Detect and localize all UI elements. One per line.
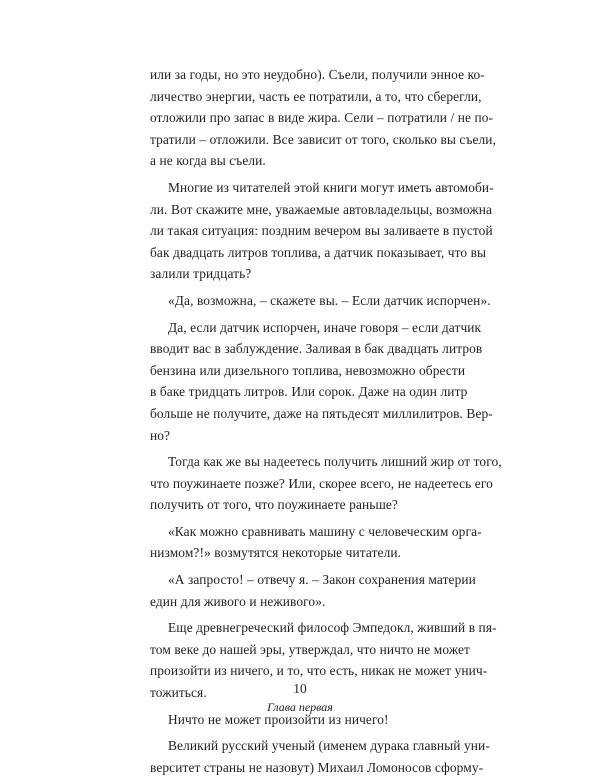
text-line: произойти из ничего, и то, что есть, никак не может унич- xyxy=(150,663,488,679)
text-line: но? xyxy=(150,427,171,443)
page-number: 10 xyxy=(293,681,307,696)
paragraph xyxy=(150,735,490,778)
text-line: что поужинаете позже? Или, скорее всего, не надеетесь его xyxy=(150,475,493,491)
paragraph xyxy=(150,290,491,312)
text-line: тратили – отложили. Все зависит от того, сколько вы съели, xyxy=(150,131,497,147)
text-line: получить от того, что поужинаете раньше? xyxy=(150,497,398,513)
text-line: Да, если датчик испорчен, иначе говоря – если датчик xyxy=(168,319,482,335)
text-line: бак двадцать литров топлива, а датчик показывает, что вы xyxy=(150,244,487,260)
text-line: том веке до нашей эры, утверждал, что ничто не может xyxy=(150,641,470,657)
text-line: един для живого и неживого». xyxy=(150,593,326,609)
text-line: Тогда как же вы надеетесь получить лишний жир от того, xyxy=(168,454,502,470)
text-line: «А запросто! – отвечу я. – Закон сохранения материи xyxy=(168,572,476,588)
text-line: больше не получите, даже на пятьдесят миллилитров. Вер- xyxy=(150,405,493,421)
text-line: ли. Вот скажите мне, уважаемые автовладельцы, возможна xyxy=(150,201,493,217)
text-line: или за годы, но это неудобно). Съели, получили энное ко- xyxy=(150,67,485,82)
text-line: бензина или дизельного топлива, невозможно обрести xyxy=(150,362,466,378)
paragraph xyxy=(150,521,482,564)
text-line: залили тридцать? xyxy=(150,266,252,282)
text-line: Ничто не может произойти из ничего! xyxy=(168,711,389,727)
paragraph xyxy=(150,177,494,285)
text-line: верситет страны не назовут) Михаил Ломоносов сформу- xyxy=(150,759,484,775)
text-line: «Как можно сравнивать машину с человеческим орга- xyxy=(168,523,482,539)
text-line: Великий русский ученый (именем дурака главный уни- xyxy=(168,738,490,754)
text-line: отложили про запас в виде жира. Сели – потратили / не по- xyxy=(150,110,494,126)
body-text xyxy=(150,64,502,778)
text-line: Еще древнегреческий философ Эмпедокл, живший в пя- xyxy=(168,620,497,636)
text-line: личество энергии, часть ее потратили, а то, что сберегли, xyxy=(150,88,482,104)
text-line: Многие из читателей этой книги могут иметь автомоби- xyxy=(168,179,494,195)
text-line: «Да, возможна, – скажете вы. – Если датчик испорчен». xyxy=(168,292,491,308)
text-line: ли такая ситуация: поздним вечером вы заливаете в пустой xyxy=(150,223,493,239)
text-line: а не когда вы съели. xyxy=(150,153,266,169)
running-footer-chapter: Глава первая xyxy=(267,700,333,714)
text-line: низмом?!» возмутятся некоторые читатели. xyxy=(150,545,402,561)
paragraph xyxy=(150,317,493,447)
paragraph xyxy=(150,569,476,612)
paragraph xyxy=(150,64,497,172)
paragraph xyxy=(150,451,502,516)
text-line: вводит вас в заблуждение. Заливая в бак двадцать литров xyxy=(150,341,483,357)
text-line: в баке тридцать литров. Или сорок. Даже на один литр xyxy=(150,384,468,400)
text-line: тожиться. xyxy=(150,685,207,701)
